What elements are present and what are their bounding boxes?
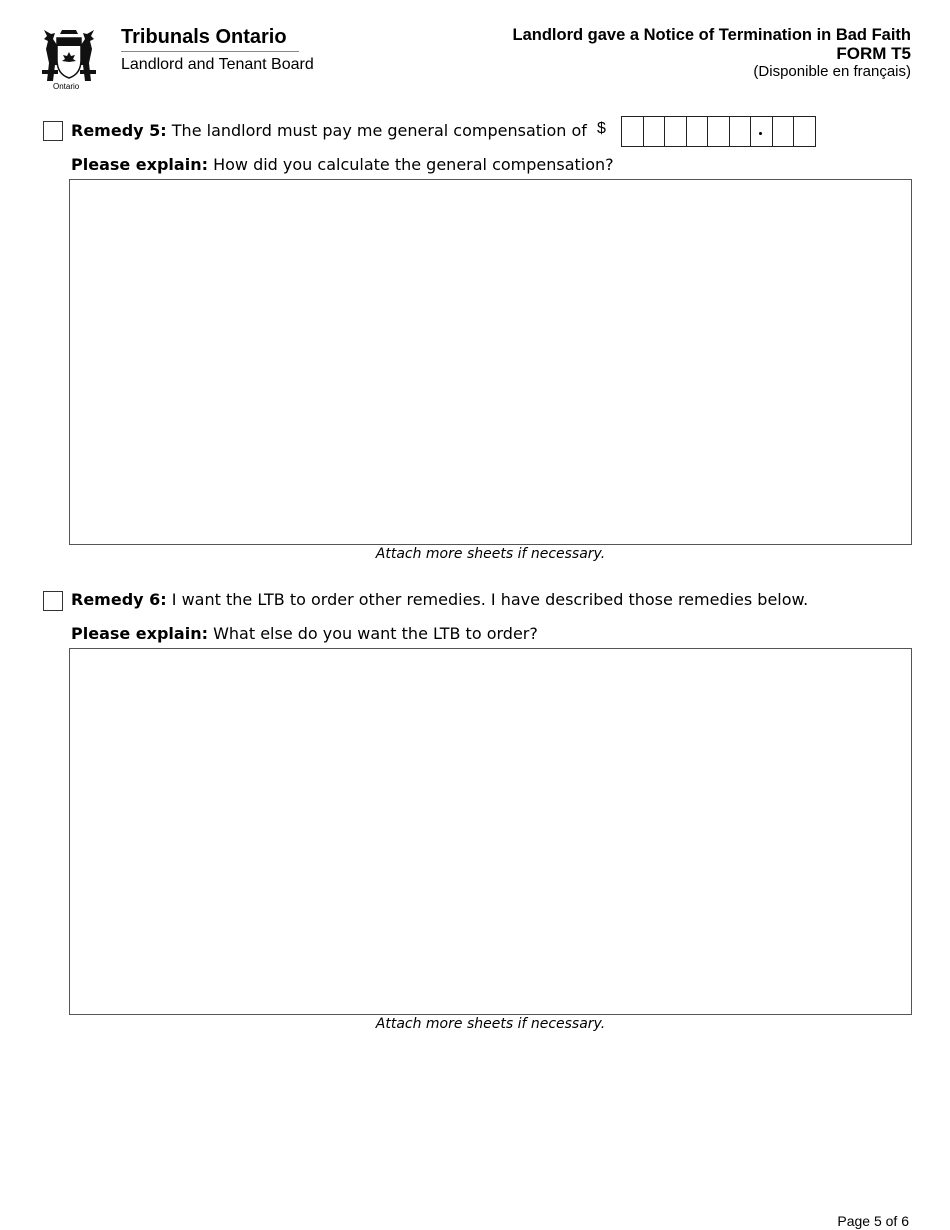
remedy-5-text: The landlord must pay me general compensation of — [166, 121, 587, 140]
tribunals-ontario-logo — [35, 24, 315, 94]
form-number: FORM T5 — [836, 44, 911, 63]
explain-question: What else do you want the LTB to order? — [207, 624, 538, 643]
amount-digit-cell[interactable] — [644, 117, 666, 146]
remedy-6-heading: Remedy 6: — [71, 590, 167, 609]
language-note: (Disponible en français) — [753, 63, 911, 80]
remedy-5-label — [71, 121, 587, 140]
org-subtitle: Landlord and Tenant Board — [121, 56, 314, 73]
amount-digit-cell[interactable] — [687, 117, 709, 146]
remedy-6-label — [71, 590, 808, 609]
page-number: Page 5 of 6 — [837, 1213, 909, 1229]
remedy-5-explanation-textarea[interactable] — [69, 179, 912, 545]
amount-cents-cell[interactable] — [773, 117, 795, 146]
amount-cents-cell[interactable] — [794, 117, 815, 146]
remedy-5-heading: Remedy 5: — [71, 121, 167, 140]
amount-digit-cell[interactable] — [622, 117, 644, 146]
explain-heading: Please explain: — [71, 155, 208, 174]
form-title: Landlord gave a Notice of Termination in Bad Faith — [512, 26, 911, 44]
remedy-6-explanation-textarea[interactable] — [69, 648, 912, 1015]
decimal-point — [759, 132, 762, 135]
remedy-6-checkbox[interactable] — [43, 591, 63, 611]
amount-decimal-cell — [751, 117, 773, 146]
remedy-5-explain-prompt — [71, 155, 614, 174]
explain-heading: Please explain: — [71, 624, 208, 643]
attach-note: Attach more sheets if necessary. — [375, 546, 606, 562]
logo-divider — [121, 51, 299, 52]
amount-digit-cell[interactable] — [730, 117, 752, 146]
org-title: Tribunals Ontario — [121, 26, 287, 48]
amount-digit-cell[interactable] — [665, 117, 687, 146]
remedy-6-explain-prompt — [71, 624, 538, 643]
explain-question: How did you calculate the general compensation? — [207, 155, 614, 174]
compensation-amount-field[interactable] — [621, 116, 816, 147]
crest-label: Ontario — [53, 82, 80, 91]
currency-symbol: $ — [597, 120, 606, 137]
attach-note: Attach more sheets if necessary. — [375, 1016, 606, 1032]
form-header — [513, 26, 911, 80]
remedy-6-text: I want the LTB to order other remedies. I have described those remedies below. — [166, 590, 809, 609]
amount-digit-cell[interactable] — [708, 117, 730, 146]
remedy-5-checkbox[interactable] — [43, 121, 63, 141]
